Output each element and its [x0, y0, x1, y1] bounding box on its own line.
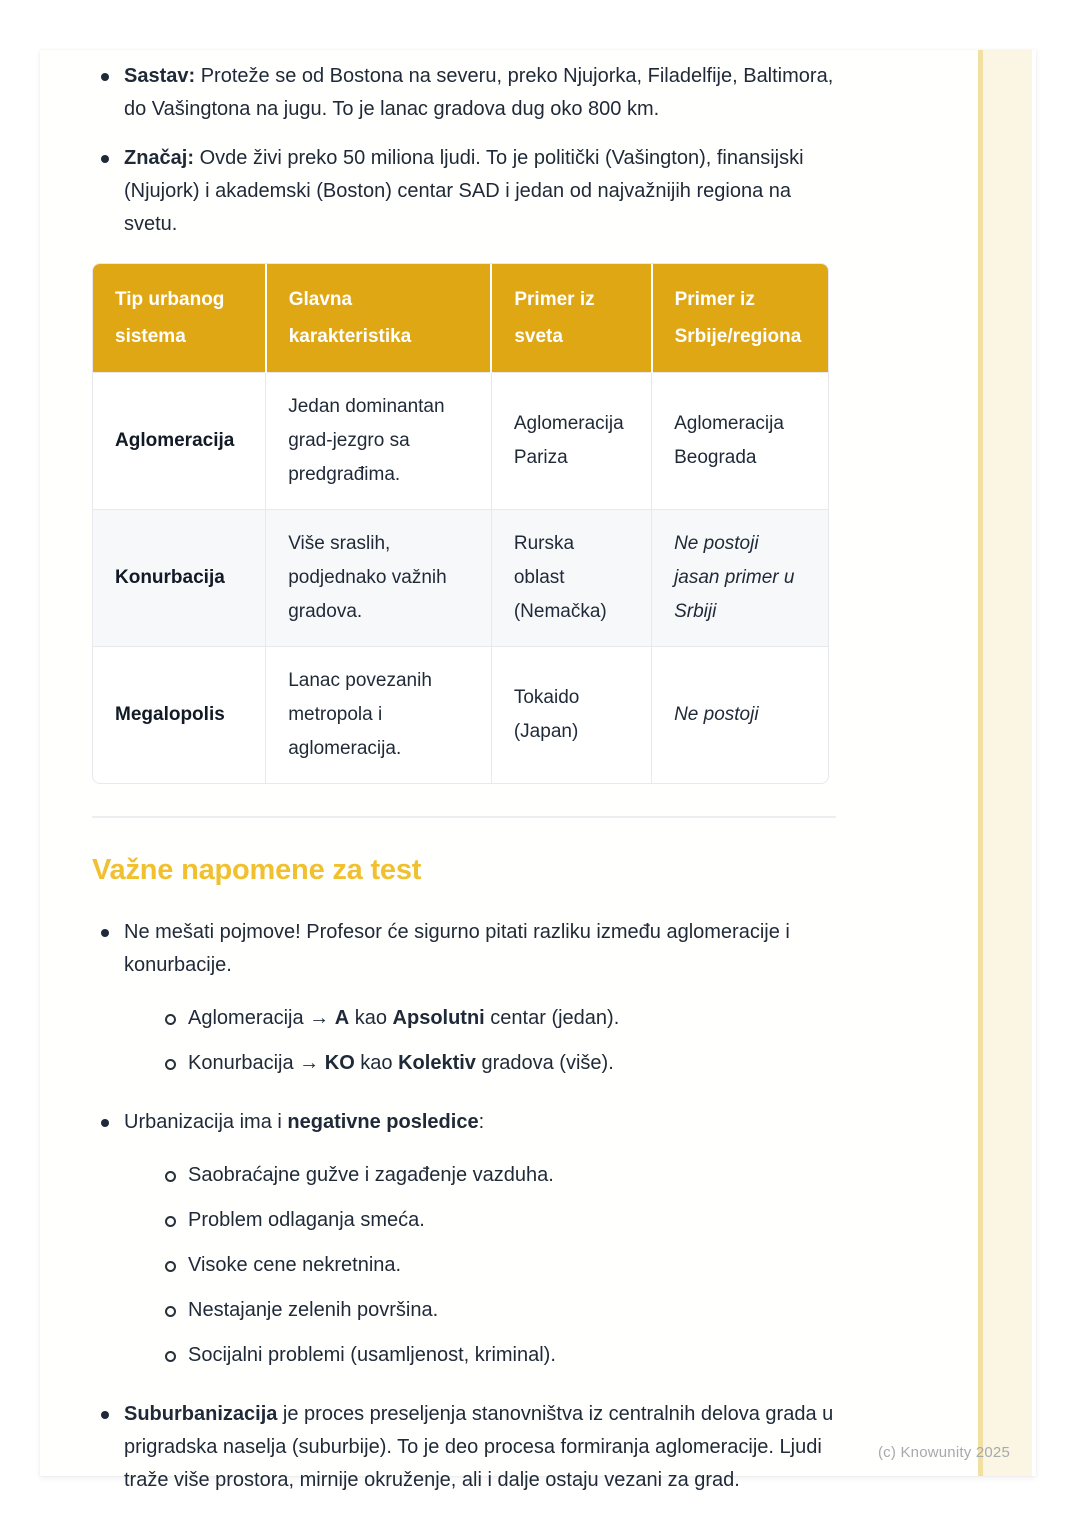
bullet-icon — [101, 929, 109, 937]
table-header-row — [93, 264, 828, 373]
text: Visoke cene nekretnina. — [188, 1254, 402, 1276]
table-cell-characteristic: Lanac povezanih metropola i aglomeracija. — [266, 647, 492, 784]
text: gradova (više). — [475, 1052, 614, 1074]
text: je proces preseljenja stanovništva iz centralnih delova grada u prigradska naselja (suburbije). To je deo procesa formiranja aglomeracije. Ljudi traže više prostora, mirnije okruženje, ali i dalje ostaju vezani za grad. — [124, 1403, 834, 1491]
sub-list-item — [156, 1294, 836, 1327]
sub-list-item — [156, 1249, 836, 1282]
circle-bullet-icon — [165, 1306, 176, 1317]
text: Socijalni problemi (usamljenost, kriminal). — [188, 1344, 556, 1366]
list-item — [92, 1398, 836, 1497]
text: Proteže se od Bostona na severu, preko Njujorka, Filadelfije, Baltimora, do Vašingtona na jugu. To je lanac gradova dug oko 800 km. — [124, 65, 834, 120]
list-item — [92, 916, 836, 1080]
table-cell-characteristic: Više sraslih, podjednako važnih gradova. — [266, 510, 492, 647]
table-header-cell-2: Primer iz sveta — [491, 264, 651, 373]
text: Urbanizacija ima i — [124, 1111, 288, 1133]
table-cell-type: Megalopolis — [93, 647, 266, 784]
circle-bullet-icon — [165, 1261, 176, 1272]
copyright-footer: (c) Knowunity 2025 — [877, 1444, 1010, 1461]
bold-text: negativne posledice — [287, 1111, 479, 1133]
page-content — [92, 50, 836, 1513]
circle-bullet-icon — [165, 1216, 176, 1227]
sub-list-item — [156, 1204, 836, 1237]
table-cell-serbia-example: Aglomeracija Beograda — [652, 373, 828, 510]
bold-text: KO — [324, 1052, 355, 1074]
intro-bullet-list — [92, 60, 836, 241]
bold-text: Kolektiv — [398, 1052, 476, 1074]
section-title: Važne napomene za test — [92, 854, 422, 886]
text: Ne mešati pojmove! Profesor će sigurno pitati razliku između aglomeracije i konurbacije. — [124, 921, 790, 976]
sub-list-item — [156, 1047, 836, 1080]
text: Konurbacija → — [188, 1052, 325, 1074]
bullet-icon — [101, 155, 109, 163]
list-item — [92, 60, 836, 126]
table-header-cell-0: Tip urbanog sistema — [93, 264, 266, 373]
sub-list-item — [156, 1339, 836, 1372]
table-cell-type: Aglomeracija — [93, 373, 266, 510]
text: Aglomeracija → — [188, 1007, 335, 1029]
urban-systems-table — [93, 264, 828, 783]
sub-bullet-list — [156, 1002, 836, 1080]
circle-bullet-icon — [165, 1351, 176, 1362]
text: Nestajanje zelenih površina. — [188, 1299, 439, 1321]
text: Ovde živi preko 50 miliona ljudi. To je politički (Vašington), finansijski (Njujork) i akademski (Boston) centar SAD i jedan od najvažnijih regiona na svetu. — [124, 147, 804, 235]
bold-text: Značaj: — [124, 147, 195, 169]
bullet-icon — [101, 73, 109, 81]
table-row — [93, 373, 828, 510]
table-cell-serbia-example: Ne postoji jasan primer u Srbiji — [652, 510, 828, 647]
table-header — [93, 264, 828, 373]
table-row — [93, 510, 828, 647]
sub-list-item — [156, 1002, 836, 1035]
table-body — [93, 373, 828, 784]
table-cell-type: Konurbacija — [93, 510, 266, 647]
text: kao — [354, 1052, 399, 1074]
text: Saobraćajne gužve i zagađenje vazduha. — [188, 1164, 554, 1186]
document-page — [40, 50, 1036, 1491]
list-item — [92, 1106, 836, 1372]
table-cell-world-example: Aglomeracija Pariza — [491, 373, 651, 510]
table-header-cell-3: Primer iz Srbije/regiona — [652, 264, 828, 373]
section-divider — [92, 816, 836, 818]
bullet-icon — [101, 1119, 109, 1127]
urban-systems-table-wrapper — [92, 263, 829, 784]
bold-text: Suburbanizacija — [124, 1403, 278, 1425]
circle-bullet-icon — [165, 1014, 176, 1025]
bold-text: Sastav: — [124, 65, 196, 87]
bold-text: A — [334, 1007, 350, 1029]
text: Problem odlaganja smeća. — [188, 1209, 425, 1231]
sub-bullet-list — [156, 1159, 836, 1372]
list-item — [92, 142, 836, 241]
table-cell-world-example: Rurska oblast (Nemačka) — [491, 510, 651, 647]
circle-bullet-icon — [165, 1171, 176, 1182]
bold-text: Apsolutni — [392, 1007, 485, 1029]
notes-bullet-list — [92, 916, 836, 1497]
table-header-cell-1: Glavna karakteristika — [266, 264, 492, 373]
text: : — [478, 1111, 485, 1133]
circle-bullet-icon — [165, 1059, 176, 1070]
text: kao — [349, 1007, 393, 1029]
sub-list-item — [156, 1159, 836, 1192]
table-cell-serbia-example: Ne postoji — [652, 647, 828, 784]
table-cell-characteristic: Jedan dominantan grad-jezgro sa predgrađima. — [266, 373, 492, 510]
text: centar (jedan). — [484, 1007, 620, 1029]
bullet-icon — [101, 1411, 109, 1419]
table-row — [93, 647, 828, 784]
table-cell-world-example: Tokaido (Japan) — [491, 647, 651, 784]
highlight-stripe — [978, 50, 1032, 1476]
